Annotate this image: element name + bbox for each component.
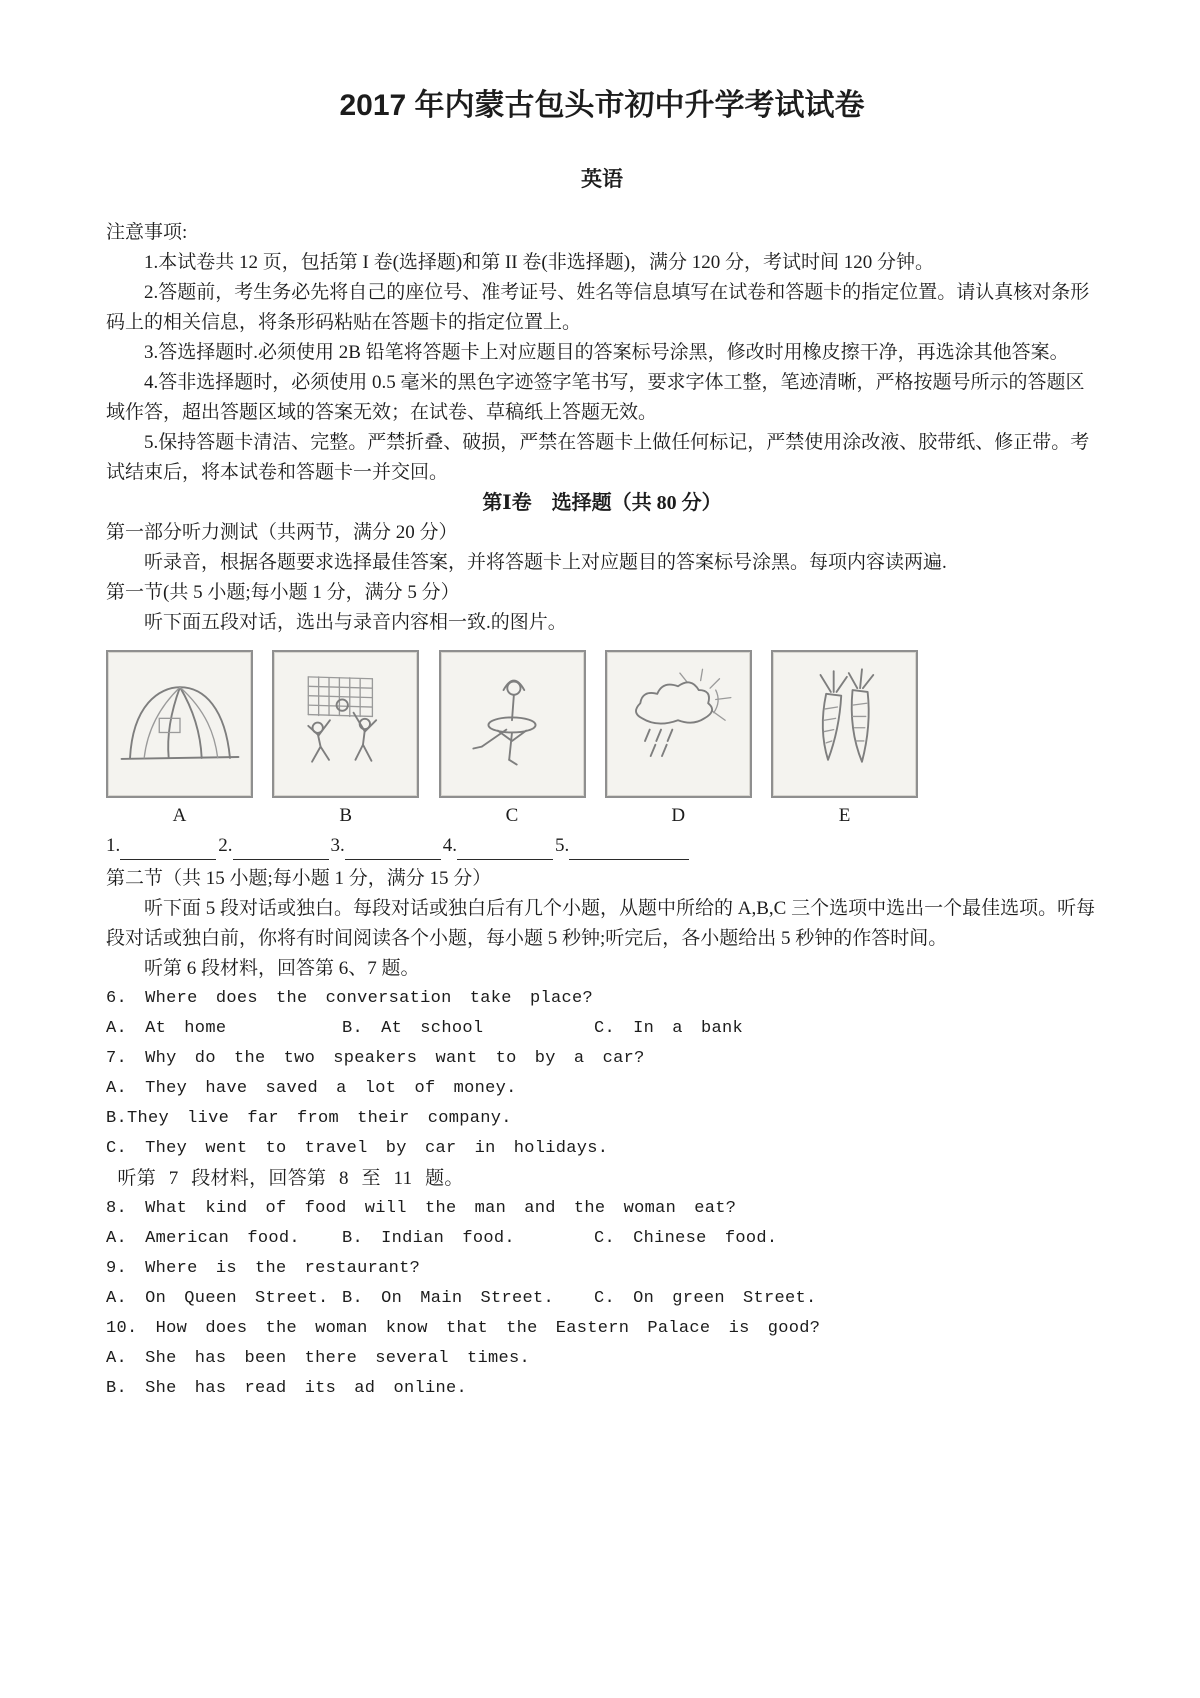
question-7-text: 7. Why do the two speakers want to by a car? xyxy=(106,1049,645,1068)
blank-number-4: 4. xyxy=(442,835,457,856)
q9-option-a: A. On Queen Street. xyxy=(106,1289,329,1308)
q6-option-c: C. In a bank xyxy=(594,1019,743,1038)
question-8-options xyxy=(106,1224,1098,1254)
ballet-dancer-icon xyxy=(446,659,578,789)
picture-label-a: A xyxy=(172,805,187,826)
material-6-note: 听第 6 段材料，回答第 6、7 题。 xyxy=(144,958,420,979)
answer-blank-5 xyxy=(569,836,689,860)
blank-number-3: 3. xyxy=(330,835,345,856)
question-9-options xyxy=(106,1284,1098,1314)
q9-option-c: C. On green Street. xyxy=(594,1289,817,1308)
picture-labels-row xyxy=(106,802,918,830)
question-6-text: 6. Where does the conversation take place? xyxy=(106,989,593,1008)
notice-item-3: 3.答选择题时.必须使用 2B 铅笔将答题卡上对应题目的答案标号涂黑，修改时用橡皮擦干净，再选涂其他答案。 xyxy=(144,342,1069,363)
question-9-text: 9. Where is the restaurant? xyxy=(106,1259,421,1278)
notice-item-4: 4.答非选择题时，必须使用 0.5 毫米的黑色字迹签字笔书写，要求字体工整，笔迹清晰，严格按题号所示的答题区域作答，超出答题区域的答案无效；在试卷、草稿纸上答题无效。 xyxy=(106,372,1085,423)
q10-option-b: B. She has read its ad online. xyxy=(106,1379,467,1398)
picture-label-e: E xyxy=(838,805,851,826)
subject-title: 英语 xyxy=(581,168,623,191)
notice-item-1: 1.本试卷共 12 页，包括第 I 卷(选择题)和第 II 卷(非选择题)，满分 120 分，考试时间 120 分钟。 xyxy=(144,252,935,273)
picture-box-d xyxy=(605,650,752,798)
notices-section xyxy=(106,218,1098,488)
picture-options-row xyxy=(106,650,918,798)
q8-option-b: B. Indian food. xyxy=(342,1229,515,1248)
q6-option-b: B. At school xyxy=(342,1019,484,1038)
answer-blank-1 xyxy=(120,836,216,860)
question-8-text: 8. What kind of food will the man and the woman eat? xyxy=(106,1199,737,1218)
answer-blank-4 xyxy=(457,836,553,860)
picture-box-a xyxy=(106,650,253,798)
listening-part xyxy=(106,518,1098,638)
page-title: 2017 年内蒙古包头市初中升学考试试卷 xyxy=(339,89,865,122)
section1-heading: 第Ⅰ卷 选择题（共 80 分） xyxy=(482,492,722,514)
q8-option-c: C. Chinese food. xyxy=(594,1229,778,1248)
node2-instruction: 听下面 5 段对话或独白。每段对话或独白后有几个小题，从题中所给的 A,B,C 三个选项中选出一个最佳选项。听每段对话或独白前，你将有时间阅读各个小题，每小题 5 秒钟;听完后，各小题给出 5 秒钟的作答时间。 xyxy=(106,898,1096,949)
notice-item-2: 2.答题前，考生务必先将自己的座位号、准考证号、姓名等信息填写在试卷和答题卡的指定位置。请认真核对条形码上的相关信息，将条形码粘贴在答题卡的指定位置上。 xyxy=(106,282,1090,333)
question-6-options xyxy=(106,1014,1098,1044)
picture-label-b: B xyxy=(339,805,353,826)
part1-title: 第一部分听力测试（共两节，满分 20 分） xyxy=(106,522,458,543)
node1-instruction: 听下面五段对话，选出与录音内容相一致.的图片。 xyxy=(144,612,567,633)
picture-label-d: D xyxy=(671,805,686,826)
picture-box-b xyxy=(272,650,419,798)
q8-option-a: A. American food. xyxy=(106,1229,300,1248)
volleyball-icon xyxy=(280,659,412,789)
blank-number-5: 5. xyxy=(555,835,570,856)
blank-number-2: 2. xyxy=(218,835,233,856)
picture-box-e xyxy=(771,650,918,798)
q7-option-c: C. They went to travel by car in holidays. xyxy=(106,1139,609,1158)
q7-option-b: B.They live far from their company. xyxy=(106,1109,512,1128)
blank-number-1: 1. xyxy=(106,835,121,856)
picture-box-c xyxy=(439,650,586,798)
tent-icon xyxy=(114,659,246,789)
answer-blanks-row xyxy=(106,832,1098,860)
notices-heading: 注意事项: xyxy=(106,222,188,243)
q7-option-a: A. They have saved a lot of money. xyxy=(106,1079,517,1098)
part1-instruction: 听录音，根据各题要求选择最佳答案，并将答题卡上对应题目的答案标号涂黑。每项内容读两遍. xyxy=(144,552,947,573)
q10-option-a: A. She has been there several times. xyxy=(106,1349,530,1368)
node2-title: 第二节（共 15 小题;每小题 1 分，满分 15 分） xyxy=(106,868,492,889)
carrots-icon xyxy=(779,659,911,789)
question-10-text: 10. How does the woman know that the Eastern Palace is good? xyxy=(106,1319,821,1338)
node1-title: 第一节(共 5 小题;每小题 1 分，满分 5 分） xyxy=(106,582,460,603)
picture-label-c: C xyxy=(505,805,519,826)
q6-option-a: A. At home xyxy=(106,1019,227,1038)
q9-option-b: B. On Main Street. xyxy=(342,1289,554,1308)
material-7-note: 听第 7 段材料，回答第 8 至 11 题。 xyxy=(117,1168,464,1189)
answer-blank-2 xyxy=(233,836,329,860)
rain-cloud-icon xyxy=(612,659,744,789)
listening-questions xyxy=(106,984,1098,1404)
answer-blank-3 xyxy=(345,836,441,860)
notice-item-5: 5.保持答题卡清洁、完整。严禁折叠、破损，严禁在答题卡上做任何标记，严禁使用涂改液、胶带纸、修正带。考试结束后，将本试卷和答题卡一并交回。 xyxy=(106,432,1090,483)
node2-section xyxy=(106,864,1098,984)
